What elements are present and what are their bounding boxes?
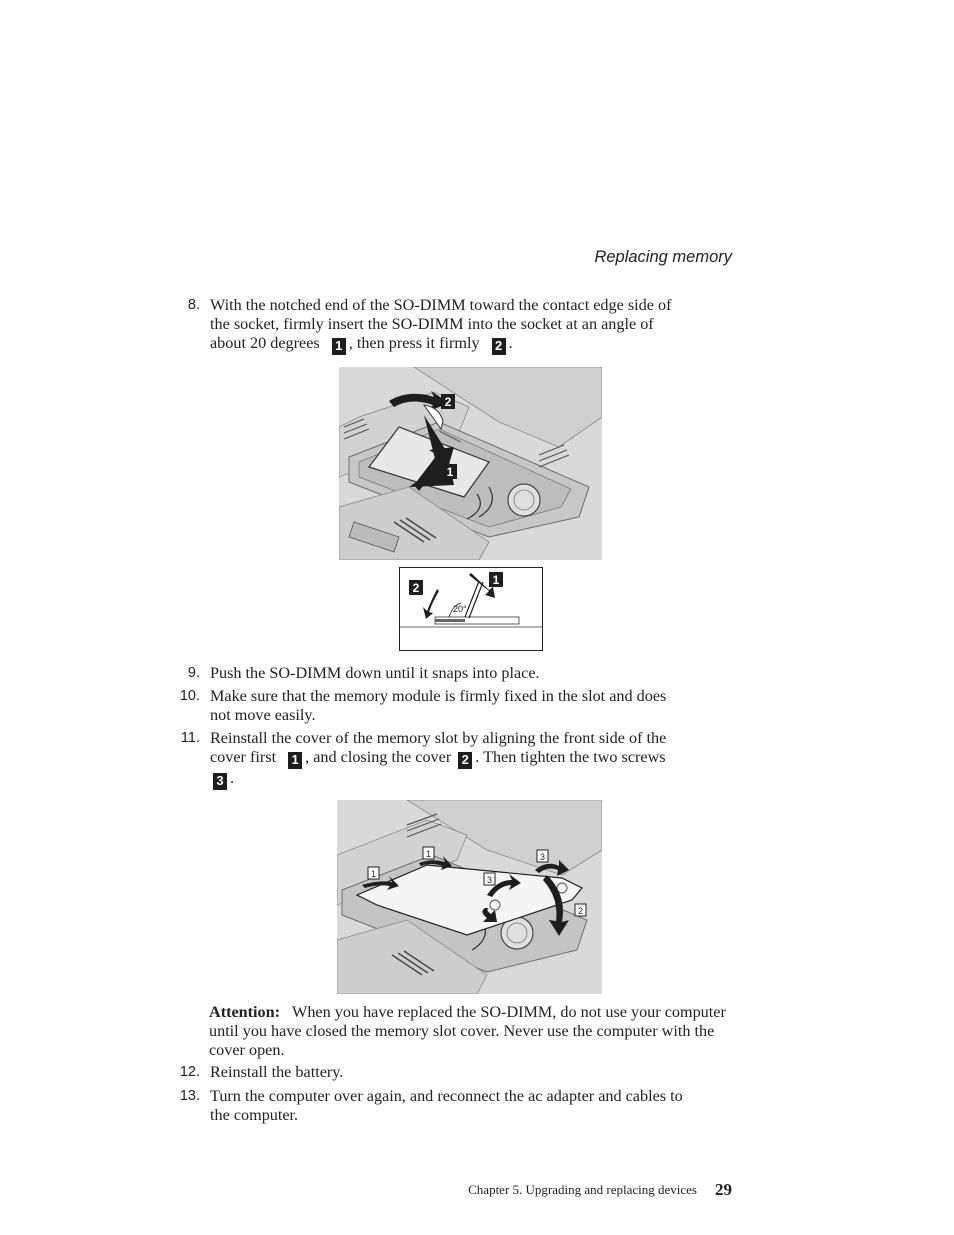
callout-label: 1 xyxy=(492,573,500,587)
step-text: about 20 degrees xyxy=(210,334,320,352)
step-10 xyxy=(170,687,730,725)
step-text-line: the computer. xyxy=(210,1106,299,1124)
step-text-line xyxy=(210,748,730,769)
sodimm-insert-illustration xyxy=(339,367,602,560)
step-12 xyxy=(170,1063,730,1082)
step-text-line: Reinstall the battery. xyxy=(210,1063,344,1081)
step-text-line xyxy=(210,769,730,790)
step-number: 9. xyxy=(187,665,200,681)
step-text: cover first xyxy=(210,748,277,766)
figure-angle-diagram xyxy=(399,567,543,656)
callout-label: 2 xyxy=(444,395,452,409)
step-number: 8. xyxy=(187,297,200,313)
step-text: . Then tighten the two screws xyxy=(475,748,666,766)
step-text: . xyxy=(230,769,235,787)
step-13 xyxy=(170,1087,730,1125)
chapter-title: Chapter 5. Upgrading and replacing devices xyxy=(468,1182,697,1197)
callout-badge: 3 xyxy=(213,773,227,790)
step-text-line: Reinstall the cover of the memory slot by aligning the front side of the xyxy=(210,729,667,747)
callout-label: 3 xyxy=(539,852,546,862)
callout-badge: 1 xyxy=(288,752,302,769)
callout-badge: 2 xyxy=(492,338,506,355)
running-header: Replacing memory xyxy=(594,248,732,266)
callout-badge: 2 xyxy=(458,752,472,769)
attention-text: When you have replaced the SO-DIMM, do not use your computer until you have closed the memory slot cover. Never use the computer with the cover open. xyxy=(209,1003,726,1059)
step-text: , and closing the cover xyxy=(305,748,452,766)
step-number: 11. xyxy=(180,730,200,746)
angle-label: 20° xyxy=(453,604,467,614)
step-number: 13. xyxy=(179,1088,200,1104)
callout-label: 1 xyxy=(446,465,454,479)
callout-badge: 1 xyxy=(332,338,346,355)
page-footer xyxy=(468,1180,732,1200)
attention-note xyxy=(209,1003,734,1060)
callout-label: 1 xyxy=(425,849,432,859)
step-text: . xyxy=(508,334,513,352)
step-text: , then press it firmly xyxy=(348,334,480,352)
step-text-line xyxy=(210,334,730,355)
attention-label: Attention: xyxy=(209,1003,281,1021)
step-number: 10. xyxy=(179,688,200,704)
callout-label: 2 xyxy=(412,581,420,595)
step-11 xyxy=(170,729,730,790)
figure-insert-sodimm xyxy=(339,367,602,565)
step-text-line: Make sure that the memory module is firmly fixed in the slot and does xyxy=(210,687,667,705)
callout-label: 3 xyxy=(486,875,493,885)
callout-label: 2 xyxy=(577,906,584,916)
step-9 xyxy=(170,664,730,683)
insertion-angle-illustration xyxy=(399,567,543,651)
figure-reinstall-cover xyxy=(337,800,602,999)
step-text-line: Turn the computer over again, and reconnect the ac adapter and cables to xyxy=(210,1087,683,1105)
cover-reinstall-illustration xyxy=(337,800,602,994)
step-text-line: With the notched end of the SO-DIMM toward the contact edge side of xyxy=(210,296,672,314)
callout-label: 1 xyxy=(370,869,377,879)
step-8 xyxy=(170,296,730,355)
step-number: 12. xyxy=(179,1064,200,1080)
step-text-line: not move easily. xyxy=(210,706,316,724)
step-text-line: the socket, firmly insert the SO-DIMM into the socket at an angle of xyxy=(210,315,654,333)
step-text-line: Push the SO-DIMM down until it snaps into place. xyxy=(210,664,540,682)
page-number: 29 xyxy=(715,1180,732,1199)
